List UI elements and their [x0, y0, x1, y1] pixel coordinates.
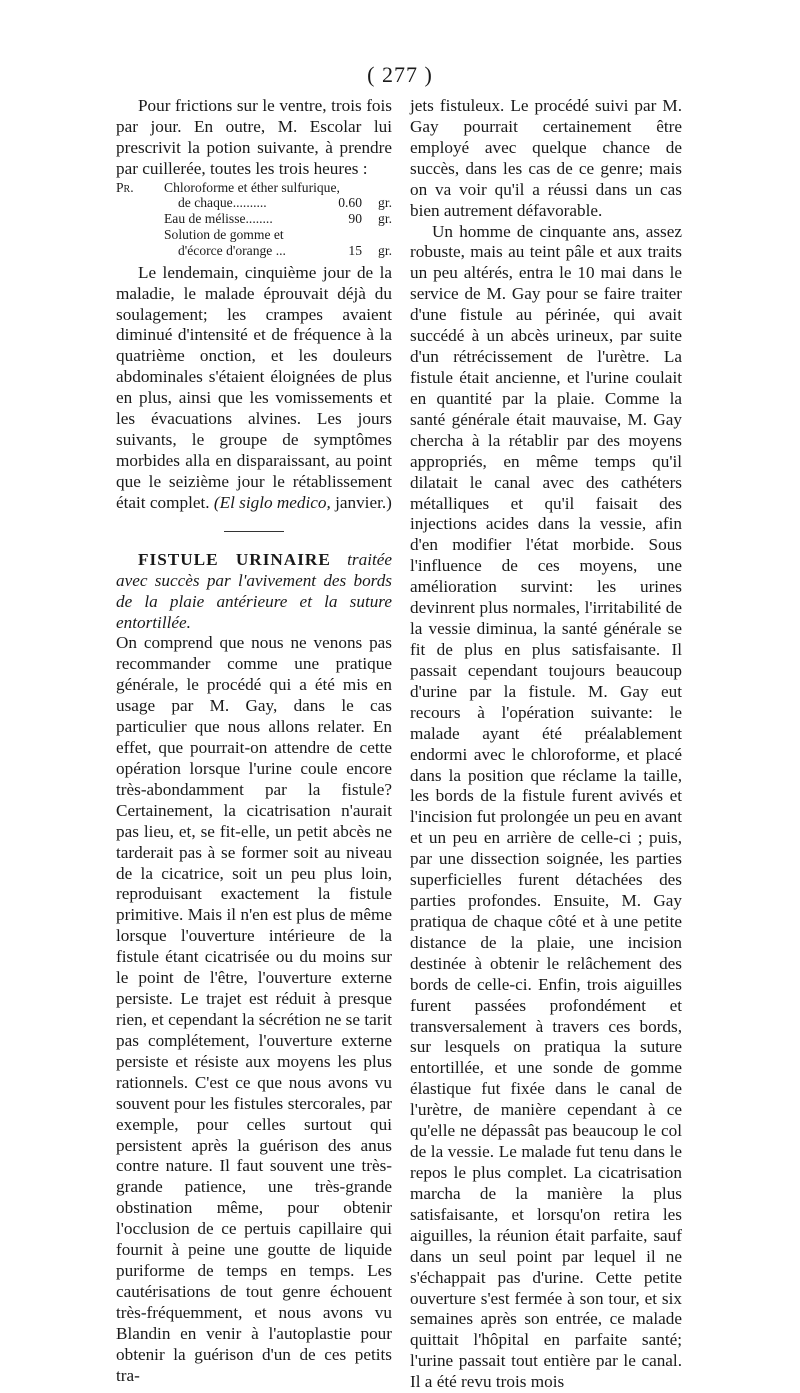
prescription-item-3-line2: d'écorce d'orange ...	[178, 242, 286, 258]
page-number: ( 277 )	[367, 62, 433, 87]
prescription-item-2-name: Eau de mélisse........	[164, 211, 273, 227]
section-title: FISTULE URINAIRE	[138, 549, 331, 569]
prescription-item-1-qty: 0.60	[338, 195, 362, 211]
section-divider	[224, 531, 284, 532]
section-heading	[116, 550, 392, 634]
paragraph-recovery	[116, 263, 392, 514]
prescription-item-2-unit: gr.	[378, 211, 392, 227]
prescription	[116, 180, 392, 259]
right-column	[410, 96, 682, 1393]
prescription-item-1-unit: gr.	[378, 195, 392, 211]
prescription-item-2-qty: 90	[348, 211, 362, 227]
paragraph-procedure: On comprend que nous ne venons pas recommander comme une pratique générale, le procédé qui a été mis en usage par M. Gay, dans le cas particulier que nous allons relater. En effet, que pourrait-on attendre de cette opération lorsque l'urine coule encore très-abondamment par la fistule? Certainement, la cicatrisation n'aurait pas lieu, et, se fit-elle, un petit abcès ne tarderait pas à se former soit au niveau de la cicatrice, soit un peu plus loin, reproduisant exactement la fistule primitive. Mais il n'en est plus de même lorsque l'ouverture intérieure de la fistule étant cicatrisée ou du moins sur le point de l'être, l'ouverture externe persiste. Le trajet est réduit à presque rien, et cependant la sécrétion ne se tarit pas complétement, l'ouverture externe persiste et résiste aux moyens les plus rationnels. C'est ce que nous avons vu souvent pour les fistules stercorales, par exemple, pour celles surtout qui persistent après la guérison des anus contre nature. Il faut souvent une très-grande patience, une très-grande obstination même, pour obtenir l'occlusion de ce pertuis capillaire qui fournit à peine une goutte de liquide puriforme de temps en temps. Les cautérisations de tout genre échouent très-fréquemment, et nous avons vu Blandin en venir à l'autoplastie pour obtenir la guérison d'un de ces petits tra-	[116, 633, 392, 1385]
source-citation-date: janvier.)	[330, 492, 392, 512]
left-column	[116, 96, 392, 1387]
prescription-item-3-unit: gr.	[378, 242, 392, 258]
paragraph-case-report: Un homme de cinquante ans, assez robuste, mais au teint pâle et aux traits un peu altérés, entra le 10 mai dans le service de M. Gay pour se faire traiter d'une fistule au périnée, qui avait succédé à un abcès urineux, par suite d'un rétrécissement de l'urètre. La fistule était ancienne, et l'urine coulait en quantité par la plaie. Comme la santé générale était mauvaise, M. Gay chercha à la rétablir par des moyens appropriés, en même temps qu'il dilatait le canal avec des cathéters métalliques et qu'il faisait des injections acides dans la vessie, afin d'en modifier l'état morbide. Sous l'influence de ces moyens, une amélioration survint: les urines devinrent plus normales, l'irritabilité de la vessie diminua, la santé générale se fit de plus en plus satisfaisante. Il passait cependant toujours beaucoup d'urine par la fistule. M. Gay eut recours à l'opération suivante: le malade ayant été préalablement endormi avec le chloroforme, et placé dans la position que réclame la taille, les bords de la fistule furent avivés et l'incision fut prolongée un peu en avant et un peu en arrière de celle-ci ; puis, par une dissection soignée, les parties superficielles furent détachées des parties profondes. Ensuite, M. Gay pratiqua de chaque côté et à une petite distance de la plaie, une incision destinée à obtenir le relâchement des bords de celle-ci. Enfin, trois aiguilles furent passées profondément et transversalement à travers ces bords, sur lesquels on pratiqua la suture entortillée, et une sonde de gomme élastique fut fixée dans le canal de l'urètre, de manière cependant à ce qu'elle ne dépassât pas beaucoup le col de la vessie. Le malade fut tenu dans le repos le plus complet. La cicatrisation marcha de la manière la plus satisfaisante, et lorsqu'on retira les aiguilles, la réunion était parfaite, sauf dans un seul point par lequel il ne s'échappait pas d'urine. Cette petite ouverture s'est fermée à son tour, et six semaines après son entrée, ce malade quittait l'hôpital en parfaite santé; l'urine passait tout entière par le canal. Il a été revu trois mois	[410, 221, 682, 1392]
prescription-item-3-name: Solution de gomme et	[164, 227, 284, 243]
paragraph-frictions: Pour frictions sur le ventre, trois fois par jour. En outre, M. Escolar lui prescrivit la potion suivante, à prendre par cuillerée, toutes les trois heures :	[116, 96, 392, 178]
prescription-item-3-qty: 15	[348, 242, 362, 258]
prescription-label: Pr.	[116, 179, 134, 195]
paragraph-recovery-text: Le lendemain, cinquième jour de la maladie, le malade éprouvait déjà du soulagement; les crampes avaient diminué d'intensité et de fréquence à la quatrième onction, et les douleurs abdominales s'étaient éloignées de plus en plus, ainsi que les vomissements et les évacuations alvines. Les jours suivants, le groupe de symptômes morbides alla en disparaissant, au point que le seizième jour le rétablissement était complet.	[116, 262, 392, 512]
paragraph-continuation: jets fistuleux. Le procédé suivi par M. Gay pourrait certainement être employé avec quelque chance de succès, dans les cas de ce genre; mais on va voir qu'il a réussi dans un cas bien autrement défavorable.	[410, 96, 682, 220]
section-subtitle: traitée avec succès par l'avivement des bords de la plaie antérieure et la suture entortillée.	[116, 549, 393, 632]
prescription-item-1-name: Chloroforme et éther sulfurique,	[164, 179, 340, 195]
source-citation: (El siglo medico,	[213, 492, 331, 512]
prescription-item-1-line2: de chaque..........	[178, 195, 267, 211]
